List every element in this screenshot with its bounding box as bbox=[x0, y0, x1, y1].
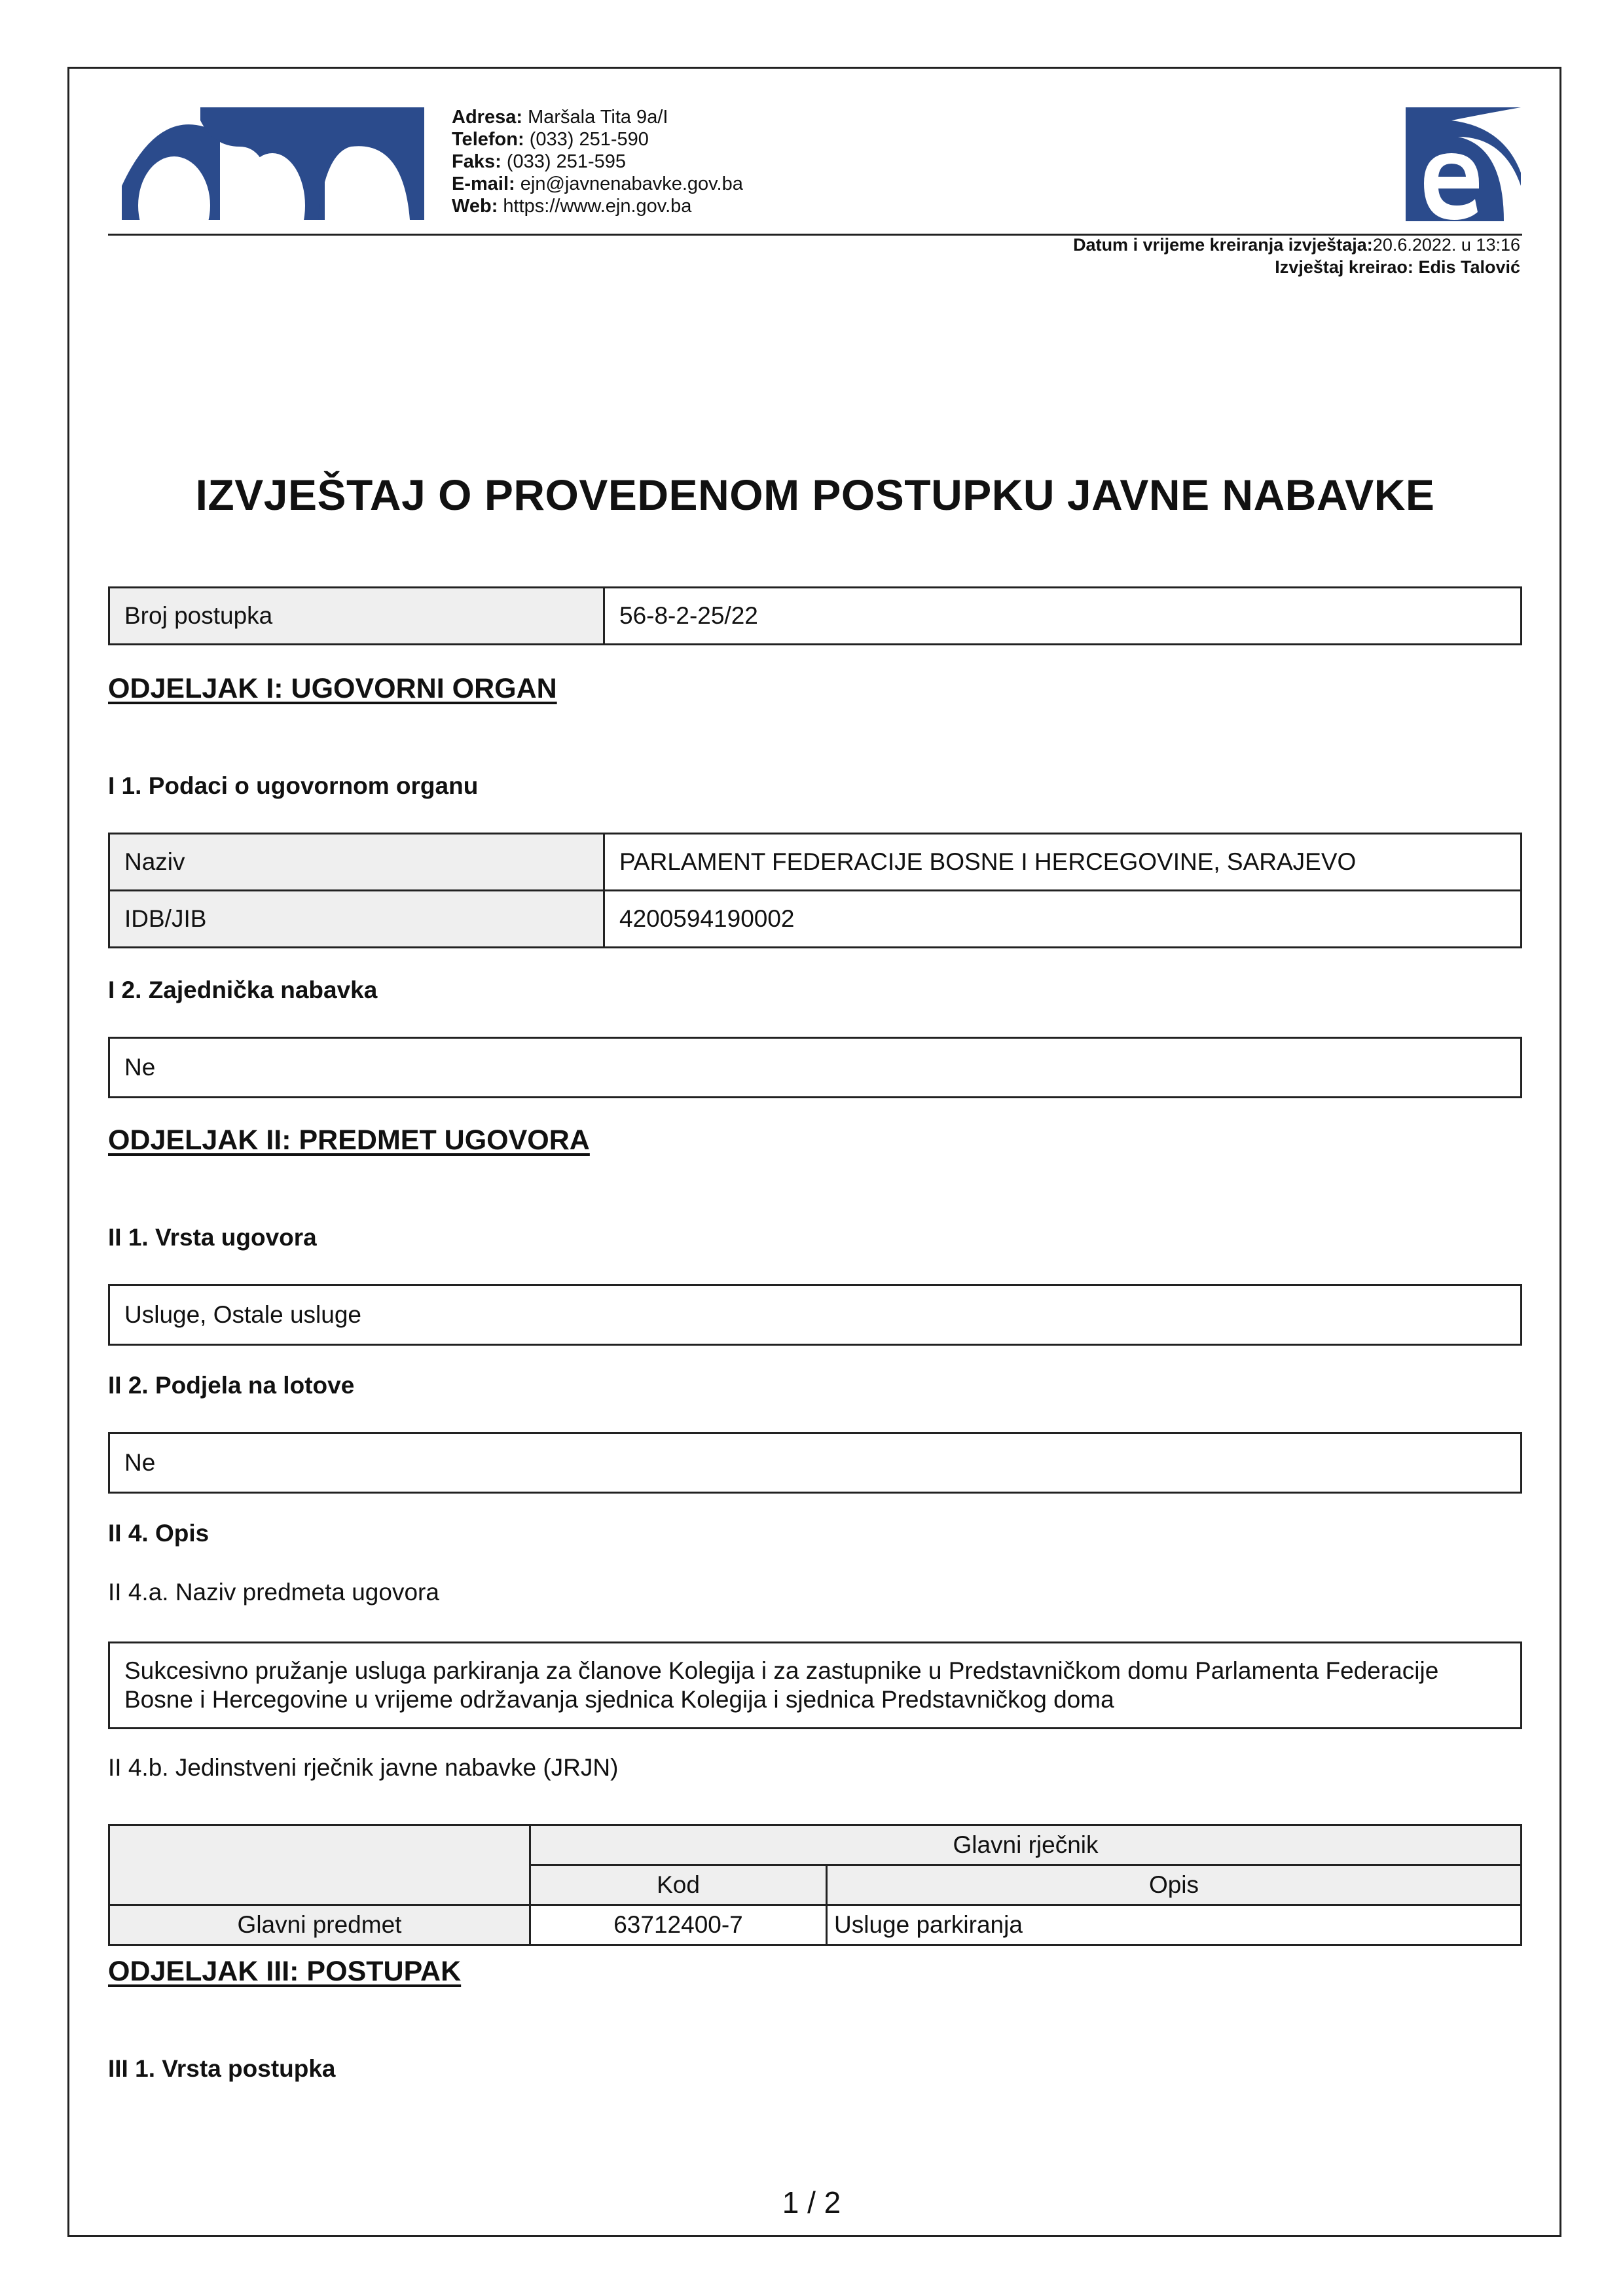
contract-type-value: Usluge, Ostale usluge bbox=[124, 1301, 361, 1328]
jrjn-table bbox=[108, 1824, 1522, 1946]
lots-value: Ne bbox=[124, 1449, 156, 1476]
contact-email: E-mail: ejn@javnenabavke.gov.ba bbox=[452, 173, 743, 194]
section-1-sub2: I 2. Zajednička nabavka bbox=[108, 977, 378, 1003]
contact-address: Adresa: Maršala Tita 9a/I bbox=[452, 107, 668, 128]
section-1-heading: ODJELJAK I: UGOVORNI ORGAN bbox=[108, 673, 557, 704]
contract-subject-line-1: Sukcesivno pružanje usluga parkiranja za članove Kolegija i za zastupnike u Predstavničkom domu Parlamenta Federacije bbox=[124, 1657, 1439, 1684]
jrjn-group-header: Glavni rječnik bbox=[530, 1825, 1522, 1865]
contact-fax: Faks: (033) 251-595 bbox=[452, 151, 627, 172]
report-meta bbox=[1073, 234, 1520, 278]
jrjn-col-kod: Kod bbox=[530, 1865, 827, 1905]
joint-procurement-value: Ne bbox=[124, 1054, 156, 1081]
naziv-label: Naziv bbox=[110, 834, 605, 889]
jrjn-empty-corner bbox=[109, 1825, 530, 1905]
page-number: 1 / 2 bbox=[782, 2185, 841, 2219]
section-2-sub4a: II 4.a. Naziv predmeta ugovora bbox=[108, 1579, 439, 1605]
jrjn-row-kod: 63712400-7 bbox=[530, 1905, 827, 1945]
contact-block bbox=[452, 106, 743, 217]
contract-subject-line-2: Bosne i Hercegovine u vrijeme održavanja sjednica Kolegija i sjednica Predstavničkog doma bbox=[124, 1686, 1114, 1713]
jrjn-row-label: Glavni predmet bbox=[109, 1905, 530, 1945]
procedure-number-value: 56-8-2-25/22 bbox=[619, 602, 758, 629]
contract-type-box bbox=[108, 1284, 1522, 1346]
page-title: IZVJEŠTAJ O PROVEDENOM POSTUPKU JAVNE NABAVKE bbox=[195, 471, 1435, 519]
contracting-authority-table bbox=[108, 833, 1522, 948]
procedure-number-table bbox=[108, 586, 1522, 645]
procedure-number-label: Broj postupka bbox=[110, 588, 605, 643]
section-1-sub1: I 1. Podaci o ugovornom organu bbox=[108, 772, 479, 799]
jrjn-row-opis: Usluge parkiranja bbox=[827, 1905, 1522, 1945]
contact-web: Web: https://www.ejn.gov.ba bbox=[452, 196, 692, 217]
section-2-sub4b: II 4.b. Jedinstveni rječnik javne nabavke (JRJN) bbox=[108, 1754, 619, 1781]
section-2-sub2: II 2. Podjela na lotove bbox=[108, 1372, 355, 1399]
e-logo bbox=[1406, 107, 1521, 221]
section-2-heading: ODJELJAK II: PREDMET UGOVORA bbox=[108, 1124, 590, 1156]
section-3-sub1: III 1. Vrsta postupka bbox=[108, 2055, 336, 2082]
report-created-by: Izvještaj kreirao: Edis Talović bbox=[1275, 257, 1520, 277]
section-3-heading: ODJELJAK III: POSTUPAK bbox=[108, 1956, 462, 1987]
report-created-date: Datum i vrijeme kreiranja izvještaja:20.6.2022. u 13:16 bbox=[1073, 235, 1520, 255]
section-2-sub4: II 4. Opis bbox=[108, 1520, 210, 1547]
section-2-sub1: II 1. Vrsta ugovora bbox=[108, 1224, 317, 1251]
contract-subject-box bbox=[108, 1641, 1522, 1729]
ejn-agency-logo bbox=[122, 107, 424, 220]
naziv-value: PARLAMENT FEDERACIJE BOSNE I HERCEGOVINE, SARAJEVO bbox=[619, 848, 1357, 875]
jrjn-col-opis: Opis bbox=[827, 1865, 1522, 1905]
lots-box bbox=[108, 1432, 1522, 1494]
joint-procurement-box bbox=[108, 1037, 1522, 1098]
idb-label: IDB/JIB bbox=[110, 891, 605, 946]
idb-value: 4200594190002 bbox=[619, 905, 795, 932]
contact-phone: Telefon: (033) 251-590 bbox=[452, 129, 649, 150]
